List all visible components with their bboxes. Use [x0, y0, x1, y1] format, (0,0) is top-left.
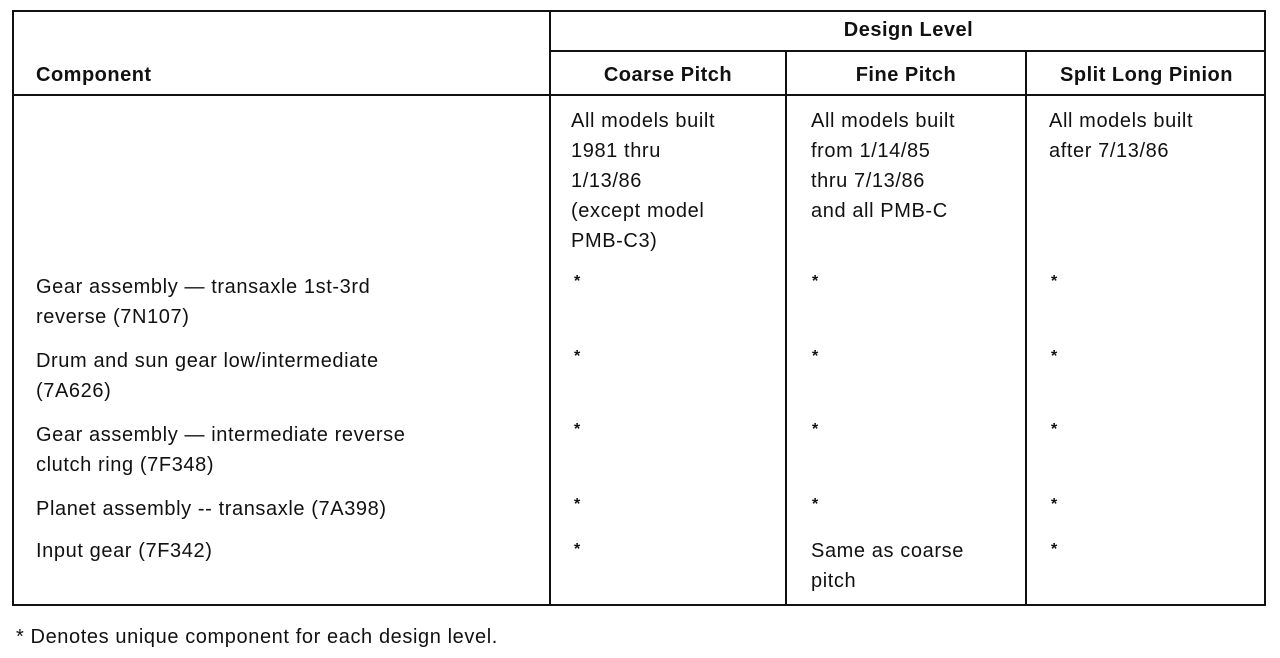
fine-marker: *: [812, 421, 819, 438]
component-header: Component: [36, 64, 152, 86]
split-marker: *: [1051, 273, 1058, 290]
split-marker: *: [1051, 496, 1058, 513]
component-name: Gear assembly — transaxle 1st-3rd reverse (7N107): [36, 276, 371, 328]
coarse-marker: *: [574, 273, 581, 290]
split-marker: *: [1051, 421, 1058, 438]
applicability-coarse: All models built 1981 thru 1/13/86 (except model PMB-C3): [571, 110, 716, 252]
coarse-marker: *: [574, 496, 581, 513]
design-level-table: [12, 10, 1266, 606]
split-marker: *: [1051, 348, 1058, 365]
coarse-marker: *: [574, 421, 581, 438]
component-name: Gear assembly — intermediate reverse clutch ring (7F348): [36, 424, 406, 476]
applicability-split: All models built after 7/13/86: [1049, 110, 1194, 162]
fine-marker: *: [812, 348, 819, 365]
component-name: Drum and sun gear low/intermediate (7A626): [36, 350, 379, 402]
coarse-marker: *: [574, 348, 581, 365]
component-name: Input gear (7F342): [36, 540, 213, 562]
coarse-marker: *: [574, 541, 581, 558]
design-level-header: Design Level: [843, 19, 974, 41]
coarse-pitch-header: Coarse Pitch: [603, 64, 733, 86]
column-divider-fine: [1025, 52, 1027, 604]
applicability-fine: All models built from 1/14/85 thru 7/13/86 and all PMB-C: [811, 110, 956, 222]
fine-note: Same as coarse pitch: [811, 540, 964, 592]
fine-marker: *: [812, 273, 819, 290]
split-long-pinion-header: Split Long Pinion: [1060, 64, 1233, 86]
column-divider-component: [549, 12, 551, 604]
column-divider-coarse: [785, 52, 787, 604]
header-bottom-divider: [14, 94, 1266, 96]
footnote: * Denotes unique component for each design level.: [16, 626, 498, 648]
group-header-divider: [549, 50, 1266, 52]
fine-marker: *: [812, 496, 819, 513]
split-marker: *: [1051, 541, 1058, 558]
component-name: Planet assembly -- transaxle (7A398): [36, 498, 387, 520]
fine-pitch-header: Fine Pitch: [855, 64, 957, 86]
